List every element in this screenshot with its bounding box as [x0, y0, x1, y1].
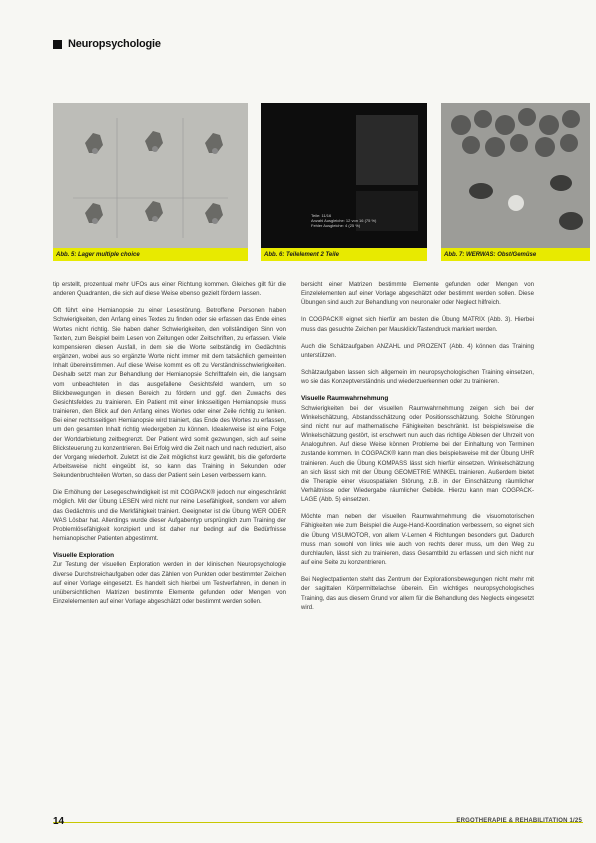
figure-6-status-line: Fehler Ausgleiche: 4 (25 %): [311, 223, 361, 229]
paragraph: Oft führt eine Hemianopsie zu einer Lesestörung. Betroffene Personen haben Schwierigkeiten, den Anfang eines Textes zu finden oder sie erfassen das Ende eines Wortes nicht richtig. Sie haben daher Schwierigkeiten, den vollständigen Sinn von Texten, zum Beispiel beim Lesen von Zeitungen oder Zeitschriften, zu erfassen. Viele kompensieren diesen Ausfall, in dem sie die Worte selbständig im Gedächtnis ergänzen, wobei aus so ergänzte Worte nicht immer mit dem tatsächlich gemeinten Inhalt übereinstimmen. Auf diese Weise kommt es oft zu Verständnisschwierigkeiten. Deshalb setzt man zur Behandlung der Hemianopsie Schrifttafeln ein, die langsam vom unbeachteten in das ausgefallene Gesichtsfeld wandern, um so Blickbewegungen in diesen Bereich zu fördern und ggf. den Zuwachs des Gesichtsfeldes zu trainieren. Ein Patient mit einer linksseitigen Hemianopsie muss trainieren, den Blick auf den Anfang eines Wortes oder einer Zeile richtig zu lenken. Bei einer rechtsseitigen Hemianopsie wird trainiert, das Ende des Wortes zu erfassen, um den gesamten Inhalt richtig wiedergeben zu können. Idealerweise ist eine Folge der Wortdarbietung zeitbegrenzt. Der Patient wird somit gezwungen, sich auf seine Blicksteuerung zu konzentrieren. Bei Erfolg wird die Zeit nach und nach reduziert, also der Vorgang wiederholt. Zuletzt ist die Zeit möglichst kurz gewählt, bis die geforderte Arbeitsweise nicht eingeübt ist, so kann das Training in Sekunden oder Sekundenbruchteilen Worten, so dass der Patient sein Lesen verbessern kann.: [53, 307, 286, 480]
paragraph: Zur Testung der visuellen Exploration werden in der klinischen Neuropsychologie diverse Durchstreichaufgaben oder das Zählen von Punkten oder bestimmter Zeichen auf einer Vorlage eingesetzt. Es handelt sich hierbei um Testverfahren, in denen in unübersichtlichen Matrizen bestimmte Elemente gefunden oder Mengen von Einzelelementen auf einer Vorlage abgeschätzt oder bestimmt werden sollen.: [53, 561, 286, 605]
paragraph: bersicht einer Matrizen bestimmte Elemente gefunden oder Mengen von Einzelelementen auf einer Vorlage abgeschätzt oder bestimmt werden sollen. Diese Übungen sind auch zur Behandlung von neuronaler oder Neglect hilfreich.: [301, 281, 534, 307]
figure-row: [53, 103, 590, 263]
paragraph: Schwierigkeiten bei der visuellen Raumwahrnehmung zeigen sich bei der Winkelschätzung, Abstandsschätzung oder Positionsschätzung. Solche Störungen sind nicht nur auf mathematische Fähigkeiten beschränkt. Ist beispielsweise die Winkelschätzung gestört, ist erschwert nun auch das richtige Ablesen der Uhrzeit von Analoguhren. Auf diese Weise können Probleme bei der Einhaltung von Terminen zustande kommen. In COGPACK® kann man dies beispielsweise mit der Übung UHR trainieren. Auch die Übung KOMPASS lässt sich hierfür einsetzen. Winkelschätzung an sich lässt sich mit der Übung GEOMETRIE WINKEL trainieren. Außerdem bietet die Therapie einer visuospatialen Störung, z.B. in der Einschätzung räumlicher Verhältnisse oder Wiedergabe räumlicher Gebilde. Hierzu kann man COGPACK-LAGE (Abb. 5) einsetzen.: [301, 404, 534, 504]
left-column: [53, 280, 286, 614]
page-number: 14: [53, 816, 65, 827]
figure-5-caption: Abb. 5: Lager multiple choice: [56, 251, 140, 258]
figure-7-caption: Abb. 7: WERWAS: Obst/Gemüse: [444, 251, 537, 258]
figure-5-caption-bar: [53, 248, 248, 261]
paragraph: Möchte man neben der visuellen Raumwahrnehmung die visuomotorischen Fähigkeiten wie zum Beispiel die Auge-Hand-Koordination verbessern, so eignet sich die Übung VISUMOTOR, von allem V-Lernen 4 Richtungen besonders gut. Dadurch muss man sowohl von links wie auch von rechts derer muss, um den Weg zu durchlaufen, lässt sich zu trainieren, dass Gesamtbild zu erfassen und sich nicht nur auf eine Seite zu konzentrieren.: [301, 513, 534, 567]
paragraph: tip erstellt, prozentual mehr UFOs aus einer Richtung kommen. Gleiches gilt für die anderen Quadranten, die sich auf diese Weise ebenso gezielt fördern lassen.: [53, 281, 286, 298]
section-title: Neuropsychologie: [68, 38, 161, 50]
right-column: [301, 280, 534, 620]
figure-5-image: [53, 103, 248, 248]
figure-7-caption-bar: [441, 248, 590, 261]
section-heading: Visuelle Raumwahrnehmung: [301, 395, 389, 403]
figure-6-caption: Abb. 6: Teilelement 2 Teile: [264, 251, 339, 258]
section-header: [53, 38, 161, 50]
section-heading: Visuelle Exploration: [53, 552, 114, 560]
figure-6-image: [261, 103, 427, 248]
paragraph: Auch die Schätzaufgaben ANZAHL und PROZENT (Abb. 4) können das Training unterstützen.: [301, 342, 534, 359]
paragraph: Schätzaufgaben lassen sich allgemein im neuropsychologischen Training einsetzen, wo sie das Konzeptverständnis und wiederzuerkennen oder zu trainieren.: [301, 369, 534, 386]
journal-name: ERGOTHERAPIE & REHABILITATION 1/25: [456, 818, 582, 824]
figure-6-status: [311, 213, 376, 229]
figure-7-image: [441, 103, 590, 248]
figure-6-status-line: Teile: 11/16: [311, 213, 332, 218]
paragraph: In COGPACK® eignet sich hierfür am besten die Übung MATRIX (Abb. 3). Hierbei muss das gesuchte Zeichen per Mausklick/Tastendruck markiert werden.: [301, 316, 534, 333]
figure-6-status-line: Anzahl Ausgleiche: 12 von 16 (75 %): [311, 218, 377, 224]
paragraph: Bei Neglectpatienten steht das Zentrum der Explorationsbewegungen nicht mehr mit der sagittalen Körpermittelachse überein. Ein wichtiges neuropsychologisches Training, das aus diesem Grund vor allem für die Behandlung des Neglects eingesetzt wird.: [301, 576, 534, 611]
section-marker: [53, 40, 62, 49]
figure-6-caption-bar: [261, 248, 427, 261]
paragraph: Die Erhöhung der Lesegeschwindigkeit ist mit COGPACK® jedoch nur eingeschränkt möglich. Mit der Übung LESEN wird nicht nur reine Lesefähigkeit, sondern vor allem das Gedächtnis und die Merkfähigkeit trainiert. Geeigneter ist die Übung WER ODER WAS Lösbar hat. Allerdings wurde dieser Aufgabentyp ursprünglich zum Training der Problemlösefähigkeit konzipiert und ist daher nur bedingt auf die Bedürfnisse hemianopischer Patienten abgestimmt.: [53, 489, 286, 543]
